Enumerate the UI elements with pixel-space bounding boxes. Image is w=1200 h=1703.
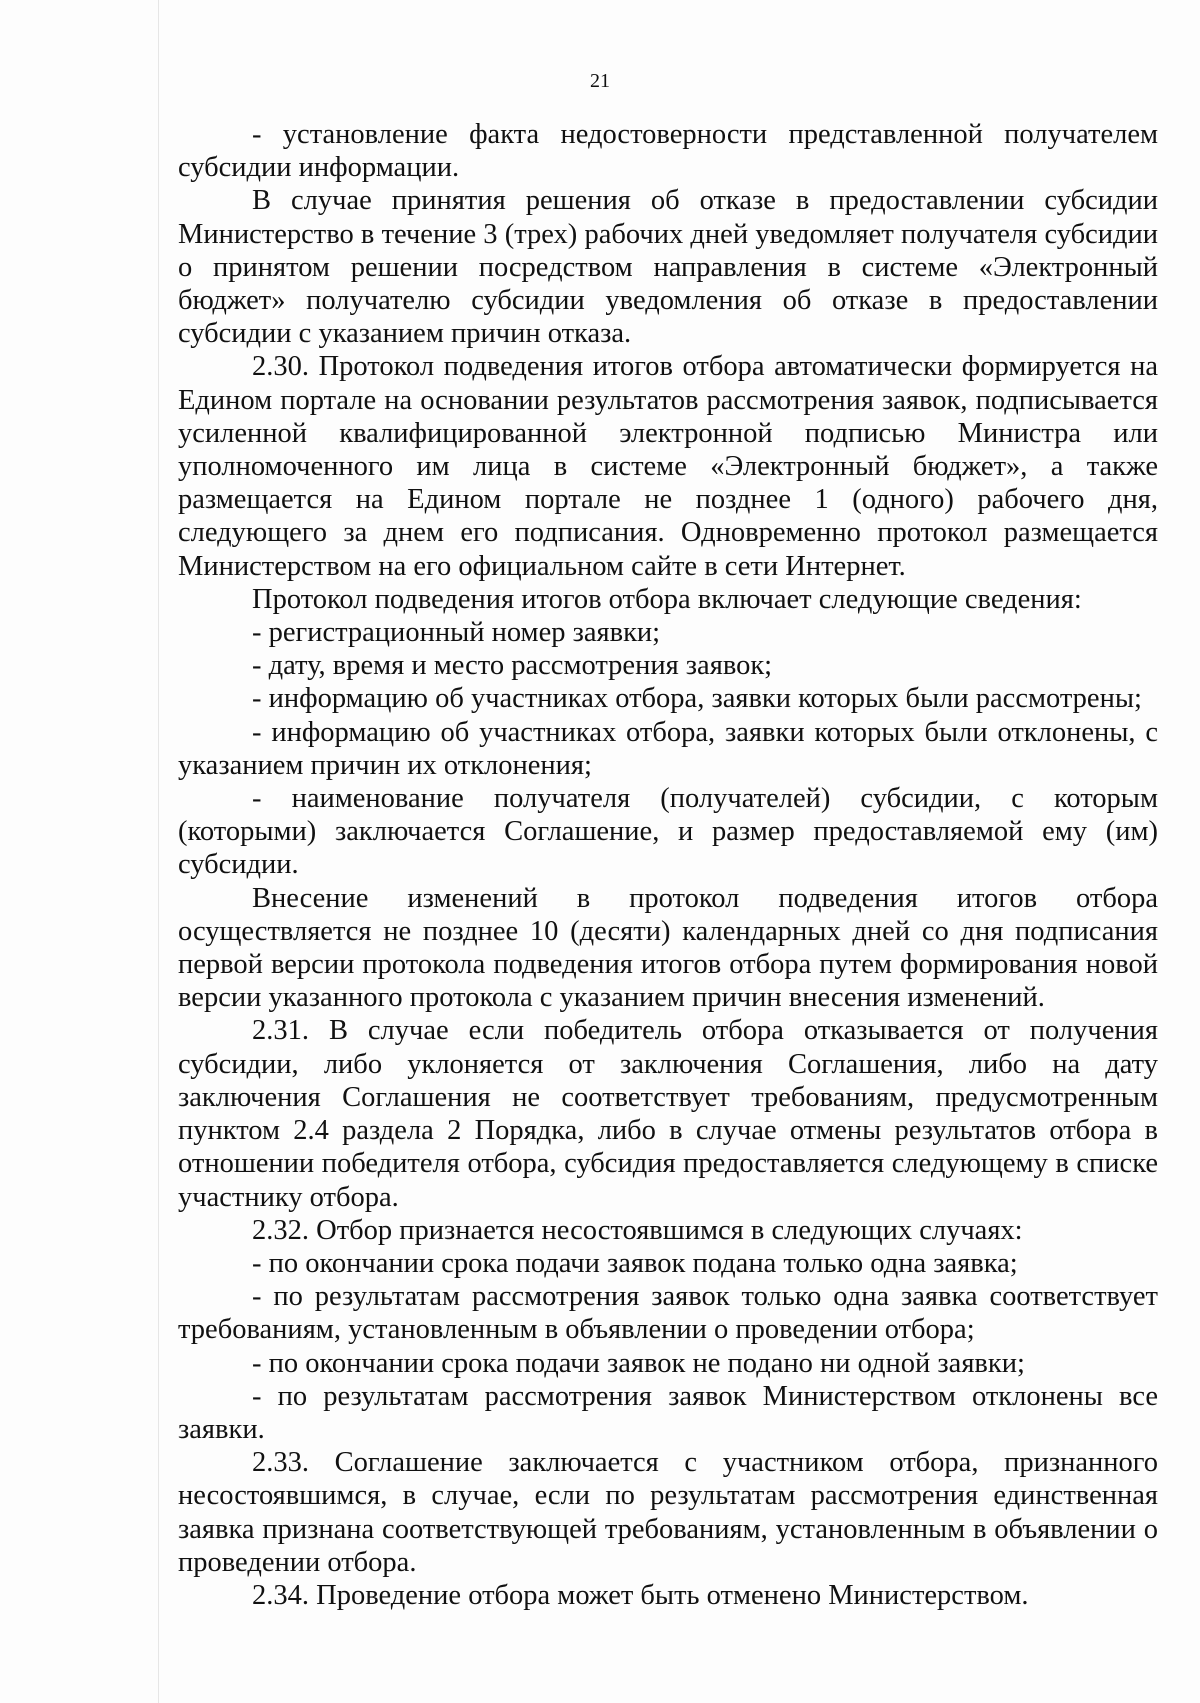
paragraph-9: - наименование получателя (получателей) субсидии, с которым (которыми) заключается Соглашение, и размер предоставляемой ему (им) субсидии.: [178, 783, 1158, 881]
document-body: [178, 118, 1158, 1612]
paragraph-13: - по окончании срока подачи заявок подана только одна заявка;: [252, 1247, 1018, 1279]
paragraph-11: 2.31. В случае если победитель отбора отказывается от получения субсидии, либо уклоняется от заключения Соглашения, либо на дату заключения Соглашения не соответствует требованиям, предусмотренным пунктом 2.4 раздела 2 Порядка, либо в случае отмены результатов отбора в отношении победителя отбора, субсидия предоставляется следующему в списке участнику отбора.: [178, 1015, 1158, 1213]
paragraph-6: - дату, время и место рассмотрения заявок;: [252, 650, 773, 682]
paragraph-8: - информацию об участниках отбора, заявки которых были отклонены, с указанием причин их отклонения;: [178, 716, 1158, 781]
page-number: 21: [590, 70, 610, 92]
paragraph-18: 2.34. Проведение отбора может быть отменено Министерством.: [252, 1579, 1029, 1611]
paragraph-4: Протокол подведения итогов отбора включает следующие сведения:: [252, 583, 1082, 615]
paragraph-3: 2.30. Протокол подведения итогов отбора автоматически формируется на Едином портале на основании результатов рассмотрения заявок, подписывается усиленной квалифицированной электронной подписью Министра или уполномоченного им лица в системе «Электронный бюджет», а также размещается на Едином портале не позднее 1 (одного) рабочего дня, следующего за днем его подписания. Одновременно протокол размещается Министерством на его официальном сайте в сети Интернет.: [178, 351, 1158, 582]
paragraph-7: - информацию об участниках отбора, заявки которых были рассмотрены;: [252, 683, 1142, 715]
paragraph-16: - по результатам рассмотрения заявок Министерством отклонены все заявки.: [178, 1380, 1158, 1445]
paragraph-1: - установление факта недостоверности представленной получателем субсидии информации.: [178, 119, 1158, 184]
paragraph-15: - по окончании срока подачи заявок не подано ни одной заявки;: [252, 1347, 1025, 1379]
paragraph-5: - регистрационный номер заявки;: [252, 617, 661, 649]
paragraph-17: 2.33. Соглашение заключается с участником отбора, признанного несостоявшимся, в случае, если по результатам рассмотрения единственная заявка признана соответствующей требованиям, установленным в объявлении о проведении отбора.: [178, 1447, 1158, 1578]
paragraph-10: Внесение изменений в протокол подведения итогов отбора осуществляется не позднее 10 (десяти) календарных дней со дня подписания первой версии протокола подведения итогов отбора путем формирования новой версии указанного протокола с указанием причин внесения изменений.: [178, 882, 1158, 1014]
paragraph-2: В случае принятия решения об отказе в предоставлении субсидии Министерство в течение 3 (трех) рабочих дней уведомляет получателя субсидии о принятом решении посредством направления в системе «Электронный бюджет» получателю субсидии уведомления об отказе в предоставлении субсидии с указанием причин отказа.: [178, 185, 1158, 350]
scan-edge-line: [158, 0, 159, 1703]
paragraph-12: 2.32. Отбор признается несостоявшимся в следующих случаях:: [252, 1214, 1023, 1246]
paragraph-14: - по результатам рассмотрения заявок только одна заявка соответствует требованиям, установленным в объявлении о проведении отбора;: [178, 1281, 1158, 1346]
